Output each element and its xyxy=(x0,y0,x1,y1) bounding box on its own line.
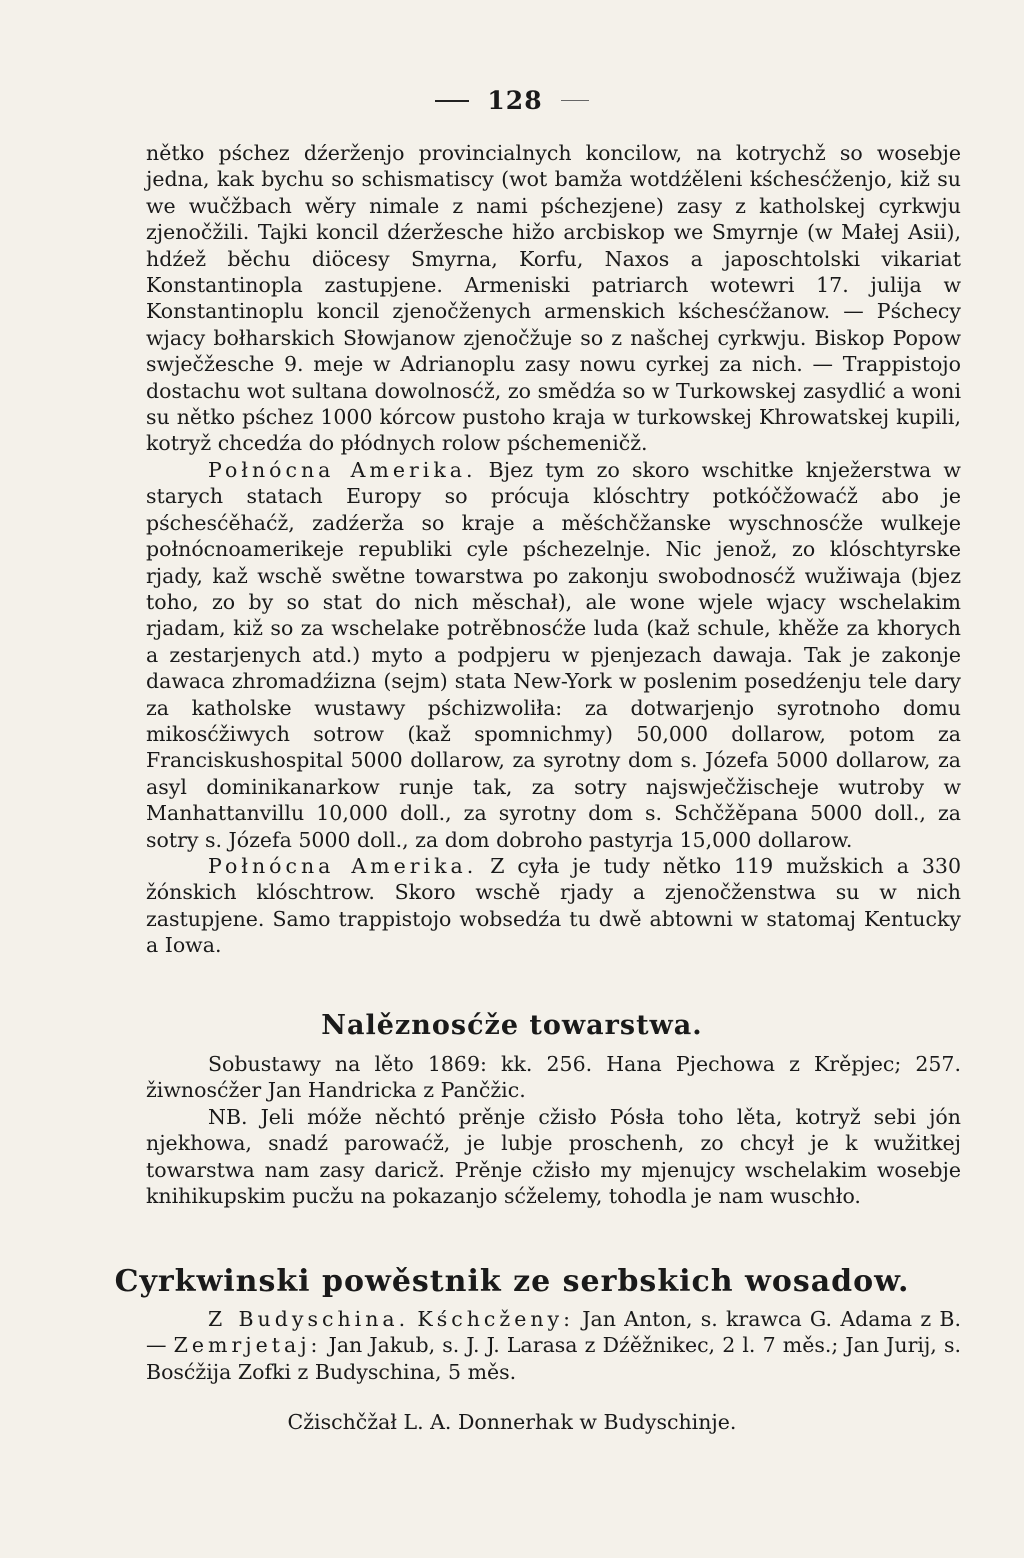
paragraph-body: Bjez tym zo skoro wschitke knježerstwa w starych statach Europy so prócuja klóschtry potkóčžowaćž abo je pśchesćěhaćž, zadźerža so kraje a měśchčžanske wyschnosćže wulkeje połnócnoamerikeje republiki cyle pśchezelnje. Nic jenož, zo klóschtyrske rjady, kaž wschě swětne towarstwa po zakonju swobodnosćž wužiwaja (bjez toho, zo by so stat do nich měschał), ale wone wjele wjacy wschelakim rjadam, kiž so za wschelake potrěbnosćže luda (kaž schule, khěže za khorych a zestarjenych atd.) myto a podpjeru w pjenjezach dawaja. Tak je zakonje dawaca zhromadźizna (sejm) stata New-York w poslenim posedźenju tele dary za katholske wustawy pśchizwoliła: za dotwarjenjo syrotnoho domu mikosćžiwych sotrow (kaž spomnichmy) 50,000 dollarow, potom za Franciskushospital 5000 dollarow, za syrotny dom s. Józefa 5000 dollarow, za asyl dominikanarkow runje tak, za sotry najswječžischeje wutroby w Manhattanvillu 10,000 doll., za syrotny dom s. Schčžěpana 5000 doll., za sotry s. Józefa 5000 doll., za dom dobroho pastyrja 15,000 dollarow. xyxy=(146,457,961,852)
entry-text: Jan Anton, s. krawca G. Adama z B. — xyxy=(146,1307,961,1358)
entry-label: Kśchcženy: xyxy=(417,1307,575,1331)
paragraph-america-2 xyxy=(146,853,961,959)
society-text xyxy=(146,1051,961,1209)
entry-label-died: Zemrjetaj: xyxy=(173,1333,322,1358)
nb-label: NB. xyxy=(208,1104,248,1129)
members-lead: Sobustawy na lěto 1869: xyxy=(208,1052,487,1076)
paragraph-head: Połnócna Amerika. xyxy=(208,457,477,482)
place-name: Z Budyschina. xyxy=(208,1307,410,1331)
paragraph-budysin xyxy=(146,1306,961,1385)
entry-text-died: Jan Jakub, s. J. J. Larasa z Dźěžnikec, 2 l. 7 měs.; Jan Jurij, s. Bosćžija Zofki z Budyschina, 5 měs. xyxy=(146,1333,961,1384)
paragraph-body: Z cyła je tudy nětko 119 mužskich a 330 žónskich klóschtrow. Skoro wschě rjady a zjenočženstwa su w nich zastupjene. Samo trappistojo wobsedźa tu dwě abtowni w statomaj Kentucky a Iowa. xyxy=(146,853,961,958)
printer-imprint: Cžischčžał L. A. Donnerhak w Budyschinje. xyxy=(287,1410,737,1434)
main-text xyxy=(146,140,961,959)
section-heading-church-news: Cyrkwinski powěstnik ze serbskich wosadow. xyxy=(114,1264,910,1299)
paragraph-head: Połnócna Amerika. xyxy=(208,853,478,878)
header-rule-right xyxy=(561,100,589,101)
members-rest: kk. 256. Hana Pjechowa z Krěpjec; 257. žiwnosćžer Jan Handricka z Pančžic. xyxy=(146,1052,961,1103)
paragraph-nb xyxy=(146,1104,961,1210)
nb-text: Jeli móže něchtó prěnje cžisło Pósła toho lěta, kotryž sebi jón njekhowa, snadź parowaćž, je lubje proschenh, zo chcył je k wužitkej towarstwa nam zasy daricž. Prěnje cžisło my mjenujcy wschelakim wosebje knihikupskim pucžu na pokazanjo sćželemy, tohodla je nam wuschło. xyxy=(146,1104,961,1209)
church-news-text xyxy=(146,1306,961,1385)
paragraph-america-1 xyxy=(146,457,961,853)
page-header xyxy=(0,86,1024,115)
section-heading-society: Nalěznosćže towarstwa. xyxy=(321,1010,703,1041)
page-number: 128 xyxy=(487,86,543,115)
paragraph-members xyxy=(146,1051,961,1104)
header-rule-left xyxy=(435,100,469,102)
paragraph-orient: nětko pśchez dźerženjo provincialnych koncilow, na kotrychž so wosebje jedna, kak bychu so schismatiscy (wot bamža wotdźěleni kśchesćženjo, kiž su we wučžbach wěry nimale z nami pśchezjene) zasy z katholskej cyrkwju zjenočžili. Tajki koncil dźeržesche hižo arcbiskop we Smyrnje (w Małej Asii), hdźež běchu diöcesy Smyrna, Korfu, Naxos a japoschtolski vikariat Konstantinopla zastupjene. Armeniski patriarch wotewri 17. julija w Konstantinoplu koncil zjenočženych armenskich kśchesćžanow. — Pśchecy wjacy bołharskich Słowjanow zjenočžuje so z našchej cyrkwju. Biskop Popow swječžesche 9. meje w Adrianoplu zasy nowu cyrkej za nich. — Trappistojo dostachu wot sultana dowolnosćž, zo smědźa so w Turkowskej zasydlić a woni su nětko pśchez 1000 kórcow pustoho kraja w turkowskej Khrowatskej kupili, kotryž chcedźa do płódnych rolow pśchemeničž. xyxy=(146,141,961,456)
